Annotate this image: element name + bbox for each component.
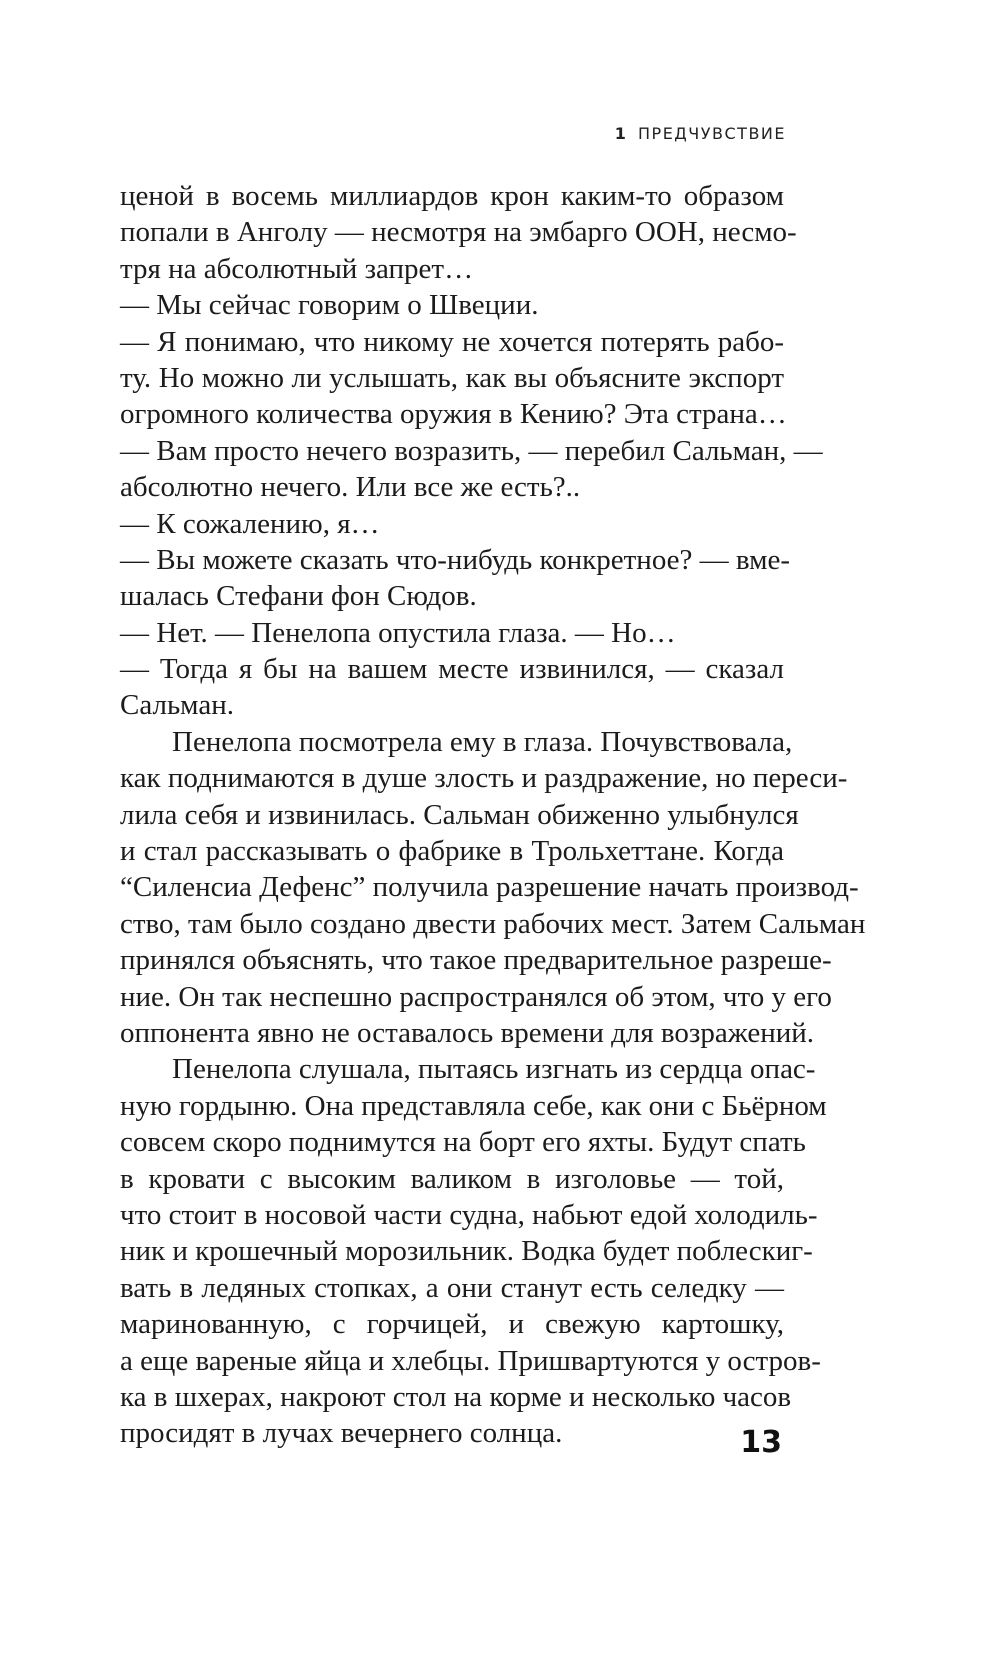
text-line: ту. Но можно ли услышать, как вы объясните экспорт (120, 361, 784, 394)
text-line: в кровати с высоким валиком в изголовье — той, (120, 1162, 784, 1195)
text-line: лила себя и извинилась. Сальман обиженно улыбнулся (120, 798, 799, 831)
text-line: Сальман. (120, 689, 234, 722)
text-line: совсем скоро поднимутся на борт его яхты. Будут спать (120, 1126, 806, 1159)
text-line: ние. Он так неспешно распространялся об этом, что у его (120, 980, 832, 1013)
text-line: Пенелопа посмотрела ему в глаза. Почувствовала, (172, 725, 793, 758)
text-line: оппонента явно не оставалось времени для возражений. (120, 1016, 815, 1049)
text-line: — Вы можете сказать что-нибудь конкретное? — вме- (120, 543, 790, 576)
text-line: и стал рассказывать о фабрике в Трольхеттане. Когда (120, 835, 784, 868)
chapter-number: 1 (614, 124, 628, 143)
text-line: принялся объяснять, что такое предварительное разреше- (120, 944, 832, 977)
text-line: как поднимаются в душе злость и раздражение, но переси- (120, 762, 848, 795)
text-line: шалась Стефани фон Сюдов. (120, 580, 477, 613)
text-line: — Нет. — Пенелопа опустила глаза. — Но… (120, 616, 676, 649)
text-line: — Тогда я бы на вашем месте извинился, — сказал (120, 653, 784, 686)
running-head (615, 124, 786, 143)
text-line: попали в Анголу — несмотря на эмбарго ООН, несмо- (120, 216, 797, 249)
chapter-title: ПРЕДЧУВСТВИЕ (638, 124, 786, 143)
text-line: а еще вареные яйца и хлебцы. Пришвартуются у остров- (120, 1344, 821, 1377)
text-line: просидят в лучах вечернего солнца. (120, 1417, 563, 1450)
text-line: что стоит в носовой части судна, набьют едой холодиль- (120, 1198, 818, 1231)
text-line: ка в шхерах, накроют стол на корме и несколько часов (120, 1380, 792, 1413)
text-line: — Вам просто нечего возразить, — перебил Сальман, — (120, 434, 823, 467)
text-line: абсолютно нечего. Или все же есть?.. (120, 471, 581, 504)
text-line: Пенелопа слушала, пытаясь изгнать из сердца опас- (172, 1053, 816, 1086)
text-line: маринованную, с горчицей, и свежую картошку, (120, 1308, 784, 1341)
page-number: 13 (740, 1425, 782, 1460)
text-line: — Мы сейчас говорим о Швеции. (120, 289, 539, 322)
text-line: ство, там было создано двести рабочих мест. Затем Сальман (120, 907, 866, 940)
text-line: ценой в восемь миллиардов крон каким-то образом (120, 180, 784, 212)
text-line: вать в ледяных стопках, а они станут есть селедку — (120, 1271, 784, 1304)
text-line: ник и крошечный морозильник. Водка будет поблескиг- (120, 1235, 813, 1268)
text-line: — К сожалению, я… (120, 507, 380, 540)
text-line: “Силенсиа Дефенс” получила разрешение начать производ- (120, 871, 859, 904)
text-line: тря на абсолютный запрет… (120, 252, 474, 285)
text-line: ную гордыню. Она представляла себе, как они с Бьёрном (120, 1089, 827, 1122)
text-line: огромного количества оружия в Кению? Эта страна… (120, 398, 787, 431)
body-text (120, 178, 866, 1452)
text-line: — Я понимаю, что никому не хочется потерять рабо- (120, 325, 784, 358)
